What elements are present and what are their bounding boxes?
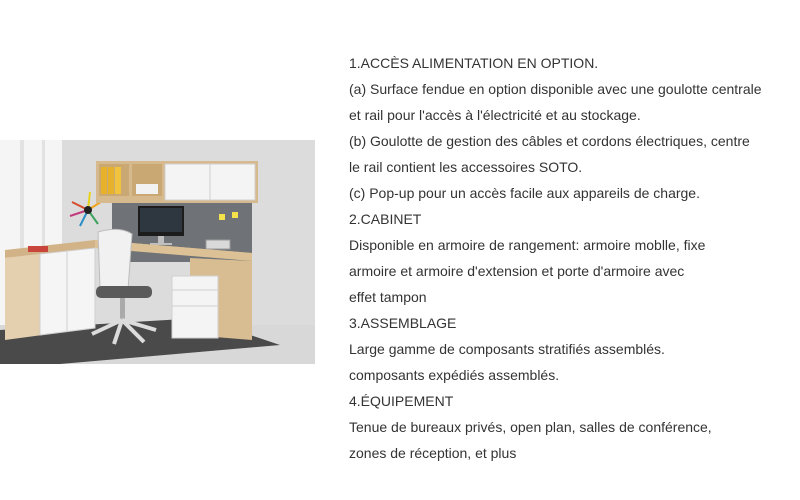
phone: [206, 240, 230, 249]
spec-line: et rail pour l'accès à l'électricité et au stockage.: [349, 107, 641, 123]
spec-line: Tenue de bureaux privés, open plan, salles de conférence,: [349, 419, 712, 435]
spec-line: zones de réception, et plus: [349, 445, 517, 461]
spec-line: (c) Pop-up pour un accès facile aux appareils de charge.: [349, 185, 700, 201]
spec-line: (a) Surface fendue en option disponible avec une goulotte centrale: [349, 81, 762, 97]
spec-line: (b) Goulotte de gestion des câbles et cordons électriques, centre: [349, 133, 750, 149]
spec-line: Large gamme de composants stratifiés assemblés.: [349, 341, 665, 357]
mobile-pedestal: [172, 276, 218, 338]
office-desk-illustration: [0, 140, 315, 364]
spec-line: armoire et armoire d'extension et porte d'armoire avec: [349, 263, 685, 279]
heading-power-access: 1.ACCÈS ALIMENTATION EN OPTION.: [349, 55, 599, 71]
spec-list: [349, 50, 797, 466]
spec-line: effet tampon: [349, 289, 427, 305]
spec-line: le rail contient les accessoires SOTO.: [349, 159, 583, 175]
heading-assembly: 3.ASSEMBLAGE: [349, 315, 457, 331]
product-photo: [0, 140, 315, 364]
spec-line: Disponible en armoire de rangement: armoire moblle, fixe: [349, 237, 706, 253]
binder: [101, 167, 107, 194]
heading-cabinet: 2.CABINET: [349, 211, 422, 227]
heading-equipment: 4.ÉQUIPEMENT: [349, 393, 454, 409]
spec-line: composants expédiés assemblés.: [349, 367, 560, 383]
